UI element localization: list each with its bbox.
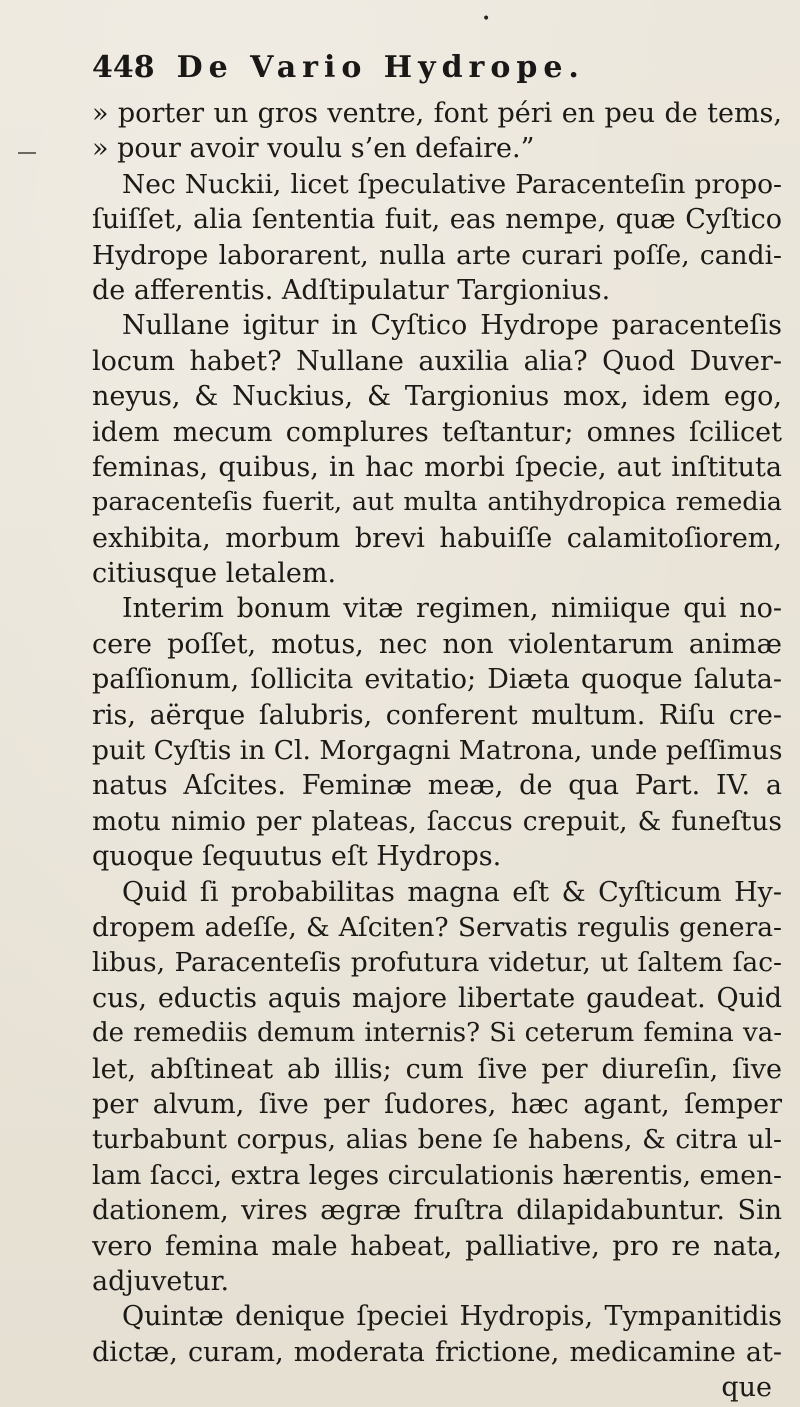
catchword: que	[721, 1372, 772, 1404]
running-head	[92, 48, 772, 88]
text-line: de afferentis. Adſtipulatur Targionius.	[92, 274, 611, 306]
text-line: cere poſſet, motus, nec non violentarum animæ	[92, 628, 782, 660]
text-line: Quintæ denique ſpeciei Hydropis, Tympanitidis	[122, 1301, 782, 1333]
text-line: idem mecum complures teſtantur; omnes ſcilicet	[92, 416, 782, 448]
body-text	[92, 96, 782, 1405]
text-line: Interim bonum vitæ regimen, nimiique qui no-	[122, 593, 782, 625]
text-line: neyus, & Nuckius, & Targionius mox, idem ego,	[92, 381, 782, 413]
text-line: dropem adeſſe, & Aſciten? Servatis regulis genera-	[92, 911, 782, 943]
text-line: » porter un gros ventre, font péri en peu de tems,	[92, 98, 782, 129]
text-line: locum habet? Nullane auxilia alia? Quod Duver-	[92, 345, 782, 377]
text-line: libus, Paracenteſis profutura videtur, ut ſaltem ſac-	[92, 947, 782, 979]
text-line: ris, aërque ſalubris, conferent multum. Riſu cre-	[92, 699, 782, 731]
text-line: cus, eductis aquis majore libertate gaudeat. Quid	[92, 982, 782, 1014]
text-line: feminas, quibus, in hac morbi ſpecie, aut inſtituta	[92, 451, 782, 483]
text-line: let, abſtineat ab illis; cum ſive per diureſin, ſive	[92, 1053, 782, 1085]
text-line: ſuiſſet, alia ſententia fuit, eas nempe, quæ Cyſtico	[92, 204, 782, 236]
text-line: dictæ, curam, moderata frictione, medicamine at-	[92, 1336, 782, 1368]
text-line: dationem, vires ægræ fruſtra dilapidabuntur. Sin	[92, 1195, 782, 1227]
text-line: paracenteſis fuerit, aut multa antihydropica remedia	[92, 487, 782, 518]
text-line: lam ſacci, extra leges circulationis hærentis, emen-	[92, 1159, 782, 1191]
page-number: 448	[92, 50, 155, 85]
text-line: per alvum, ſive per ſudores, hæc agant, ſemper	[92, 1088, 782, 1120]
text-line: quoque ſequutus eſt Hydrops.	[92, 841, 502, 873]
text-line: Nullane igitur in Cyſtico Hydrope paracenteſis	[122, 310, 782, 342]
text-line: de remediis demum internis? Si ceterum femina va-	[92, 1018, 782, 1049]
running-title: De Vario Hydrope.	[176, 50, 585, 85]
text-line: citiusque letalem.	[92, 558, 337, 590]
text-line: turbabunt corpus, alias bene ſe habens, & citra ul-	[92, 1124, 782, 1156]
text-line: Nec Nuckii, licet ſpeculative Paracenteſin propo-	[122, 168, 782, 200]
text-line: » pour avoir voulu s’en defaire.”	[92, 133, 535, 165]
text-line: paſſionum, ſollicita evitatio; Diæta quoque ſaluta-	[92, 664, 782, 696]
text-line: motu nimio per plateas, ſaccus crepuit, & funeſtus	[92, 805, 782, 837]
text-line: adjuvetur.	[92, 1265, 230, 1297]
text-line: Hydrope laborarent, nulla arte curari poſſe, candi-	[92, 239, 782, 271]
text-line: exhibita, morbum brevi habuiſſe calamitoſiorem,	[92, 522, 782, 554]
text-line: Quid ſi probabilitas magna eſt & Cyſticum Hy-	[122, 876, 782, 908]
margin-marks	[0, 0, 40, 200]
text-line: natus Aſcites. Feminæ meæ, de qua Part. IV. a	[92, 770, 782, 802]
printer-mark: •	[482, 11, 491, 27]
text-line: puit Cyſtis in Cl. Morgagni Matrona, unde peſſimus	[92, 735, 782, 767]
text-line: vero femina male habeat, palliative, pro re nata,	[92, 1230, 782, 1262]
margin-dash	[18, 152, 36, 154]
